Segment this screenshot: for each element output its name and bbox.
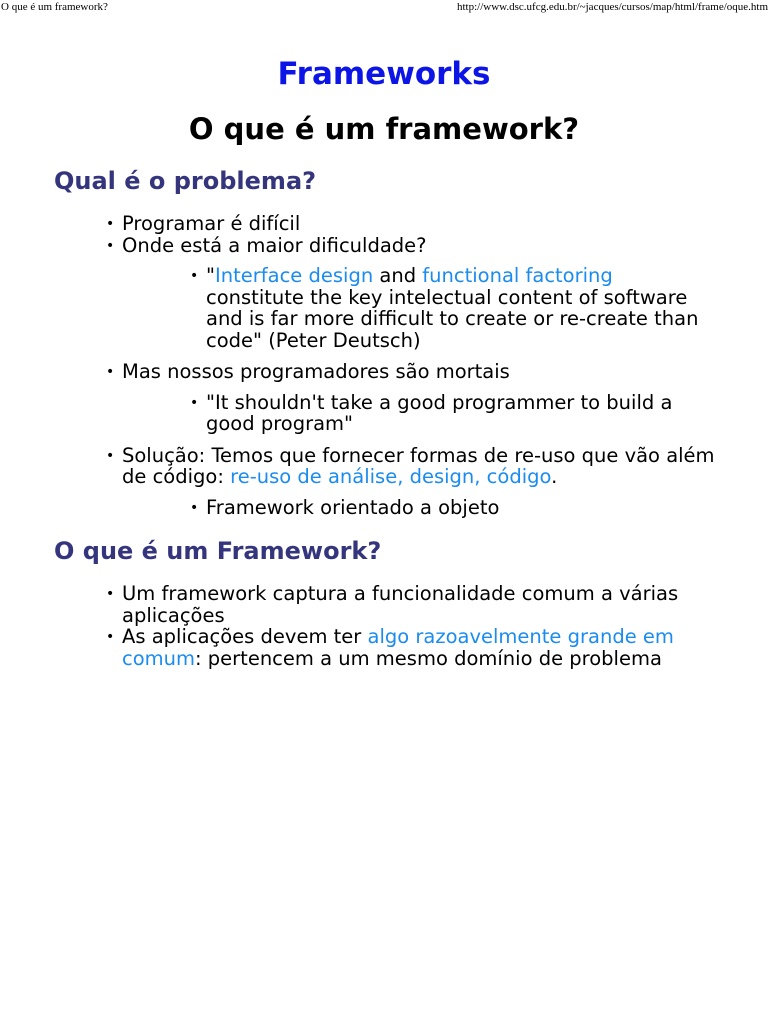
list-item-text: "It shouldn't take a good programmer to build a good program" [206, 390, 673, 435]
bullet-icon: • [106, 586, 115, 602]
list-item-text: : pertencem a um mesmo domínio de problema [195, 646, 662, 670]
list-item-text: As aplicações devem ter [122, 625, 368, 648]
functional-factoring-link[interactable]: functional factoring [422, 264, 613, 287]
sub-list [122, 265, 716, 351]
reuse-analysis-design-code-link[interactable]: re-uso de análise, design, código [230, 465, 552, 488]
list-item [106, 235, 716, 352]
page-content [0, 54, 768, 669]
list-item [106, 583, 716, 626]
print-header-title: O que é um framework? [1, 1, 108, 13]
bullet-icon: • [106, 447, 115, 464]
bullet-icon: • [106, 237, 115, 254]
list-item [106, 361, 716, 435]
site-title: Frameworks [277, 56, 491, 92]
list-item-text: Um framework captura a funcionalidade comum a várias aplicações [122, 582, 679, 627]
interface-design-link[interactable]: Interface design [214, 264, 374, 287]
list-item [190, 265, 716, 351]
solution-text: Solução: Temos que fornecer formas de re-uso que vão além de código: [122, 443, 715, 488]
list-item-text: Framework orientado a objeto [206, 495, 500, 519]
list-item [106, 626, 716, 669]
sub-list [122, 497, 716, 519]
bullet-icon: • [106, 364, 115, 380]
bullet-icon: • [106, 216, 115, 232]
problem-list [0, 213, 716, 518]
sub-list [122, 392, 716, 435]
print-header [0, 0, 768, 16]
list-item [190, 392, 716, 435]
list-item [106, 445, 716, 519]
quote-rest: constitute the key intelectual content of software and is far more difficult to create or re-create than code" (Peter Deutsch) [206, 285, 699, 352]
print-header-url: http://www.dsc.ufcg.edu.br/~jacques/cursos/map/html/frame/oque.htm [456, 1, 768, 13]
bullet-icon: • [190, 394, 199, 411]
bullet-icon: • [190, 268, 199, 284]
section-heading-framework: O que é um Framework? [54, 537, 382, 565]
quote-open: " [206, 264, 215, 287]
framework-list [0, 583, 716, 669]
page-title: O que é um framework? [188, 112, 580, 146]
quote-and: and [373, 264, 423, 287]
list-item-text: Onde está a maior dificuldade? [122, 233, 427, 257]
solution-period: . [551, 465, 558, 488]
list-item [106, 213, 716, 235]
common-ground-link[interactable]: algo razoavelmente grande em comum [122, 625, 674, 670]
list-item-text: Mas nossos programadores são mortais [122, 360, 510, 383]
bullet-icon: • [106, 629, 115, 645]
section-heading-problem: Qual é o problema? [54, 167, 317, 195]
bullet-icon: • [190, 499, 199, 516]
list-item-text: Programar é difícil [122, 212, 301, 235]
list-item [190, 497, 716, 519]
